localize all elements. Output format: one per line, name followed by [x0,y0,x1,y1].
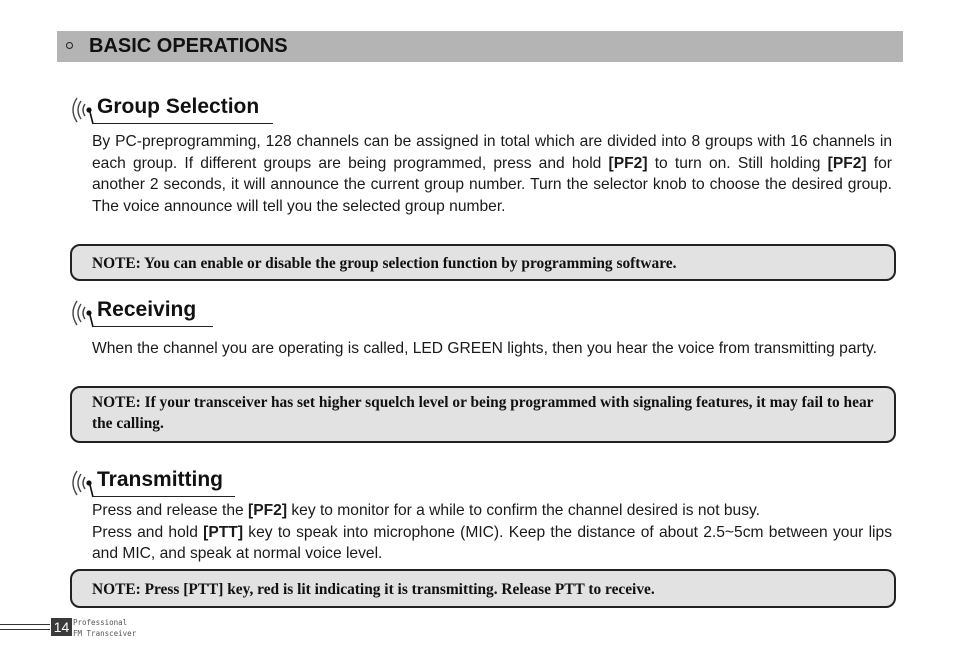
key-label: [PTT] [203,523,244,541]
group-selection-paragraph [92,131,892,217]
note-text: NOTE: You can enable or disable the group selection function by programming software. [92,255,677,272]
receiving-paragraph [92,338,892,360]
transmitting-heading [68,468,238,498]
text-run: By PC-preprogramming, 128 channels can be assigned in total which are divided into 8 groups with 16 channels in each group. If different groups are being programmed, press and hold [92,133,892,172]
title-underline [92,496,235,497]
page-number: 14 [51,618,72,636]
page-title: BASIC OPERATIONS [89,35,288,57]
receiving-heading [68,298,218,328]
text-run: key to monitor for a while to confirm the channel desired is not busy. [287,502,760,519]
section-title: Receiving [97,298,197,321]
text-run: Press and release the [92,502,249,519]
text-run: to turn on. Still holding [647,154,828,172]
text-run: Press and hold [92,523,204,541]
text-run: When the channel you are operating is called, LED GREEN lights, then you hear the voice from transmitting party. [92,340,877,357]
signal-wave-icon [68,298,98,328]
note-box [70,244,896,281]
section-header-bar [57,31,903,62]
footer-rule [0,629,50,630]
key-label: [PF2] [248,502,288,519]
paragraph-line [92,500,892,522]
bullet-circle-icon [66,42,73,49]
key-label: [PF2] [608,154,648,172]
group-selection-heading [68,95,278,125]
footer-rule [0,624,50,625]
signal-wave-icon [68,468,98,498]
text-run: key to speak into microphone (MIC). Keep the distance of about 2.5~5cm between your lips and MIC, and speak at normal voice level. [92,523,892,563]
note-box [70,386,896,443]
text-run: for another 2 seconds, it will announce the current group number. Turn the selector knob to choose the desired group. The voice announce will tell you the selected group number. [92,154,892,215]
paragraph-line [92,522,892,565]
title-underline [92,326,213,327]
note-box [70,569,896,608]
note-text: NOTE: Press [PTT] key, red is lit indicating it is transmitting. Release PTT to receive. [92,581,655,598]
title-underline [92,123,273,124]
key-label: [PF2] [827,154,867,172]
footer-line-1: Professional [73,618,128,627]
signal-wave-icon [68,95,98,125]
transmitting-paragraph [92,500,892,565]
note-text: NOTE: If your transceiver has set higher squelch level or being programmed with signaling features, it may fail to hear the calling. [92,394,874,432]
section-title: Group Selection [97,95,260,118]
footer-line-2: FM Transceiver [73,629,137,638]
section-title: Transmitting [97,468,224,491]
